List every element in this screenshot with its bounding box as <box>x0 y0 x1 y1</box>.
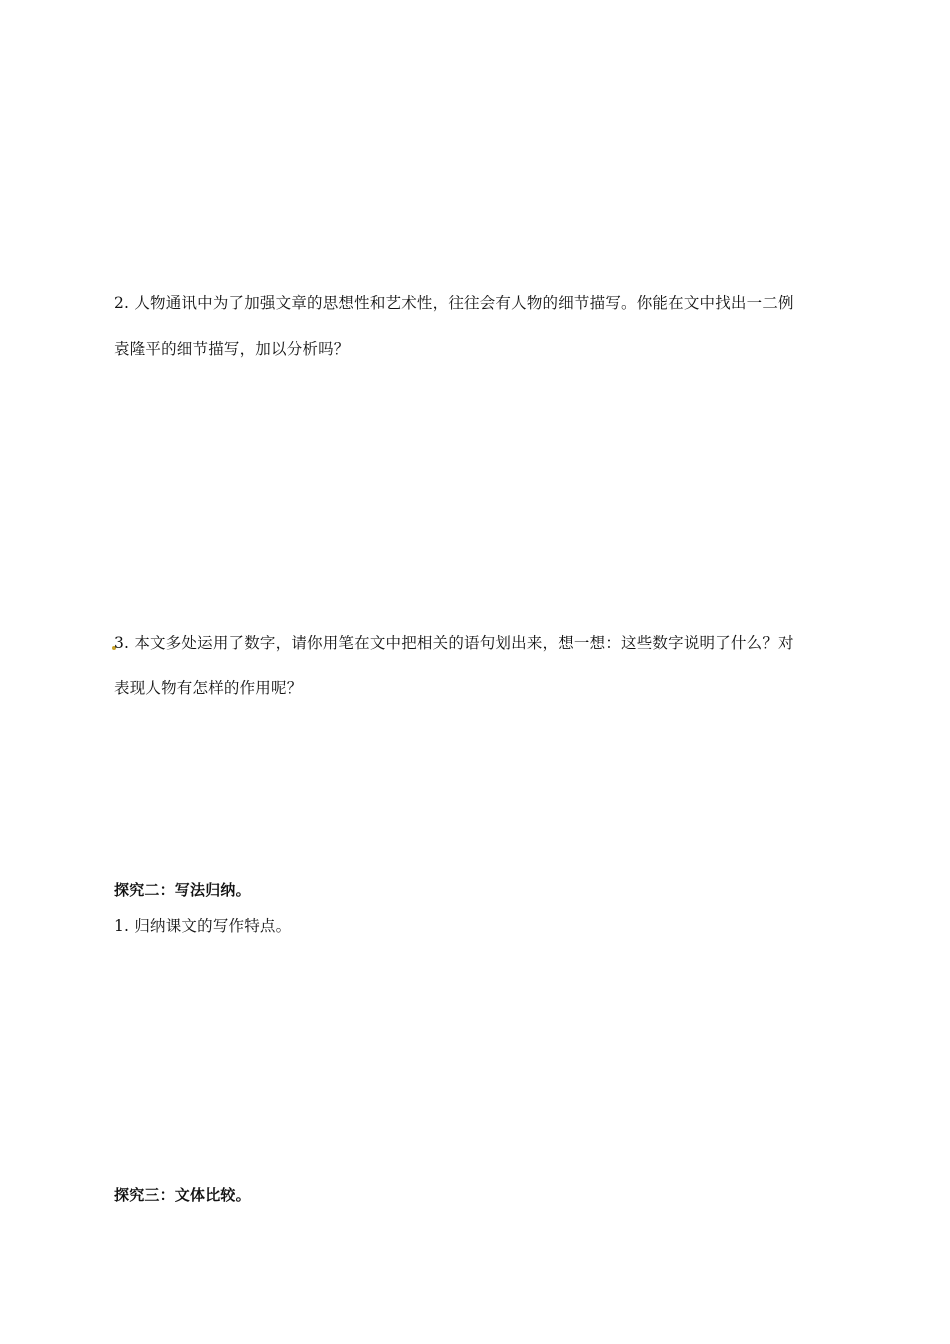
section-2-item-1: 1. 归纳课文的写作特点。 <box>114 917 292 935</box>
question-2-line-1: 2. 人物通讯中为了加强文章的思想性和艺术性，往往会有人物的细节描写。你能在文中找出一二例 <box>114 294 794 312</box>
section-2-heading: 探究二：写法归纳。 <box>114 881 251 899</box>
question-2-line-2: 袁隆平的细节描写，加以分析吗？ <box>114 340 350 358</box>
question-3-line-1: 3. 本文多处运用了数字，请你用笔在文中把相关的语句划出来，想一想：这些数字说明了什么？对 <box>114 634 794 652</box>
section-3-heading: 探究三：文体比较。 <box>114 1186 251 1204</box>
question-3-line-2: 表现人物有怎样的作用呢？ <box>114 679 303 697</box>
